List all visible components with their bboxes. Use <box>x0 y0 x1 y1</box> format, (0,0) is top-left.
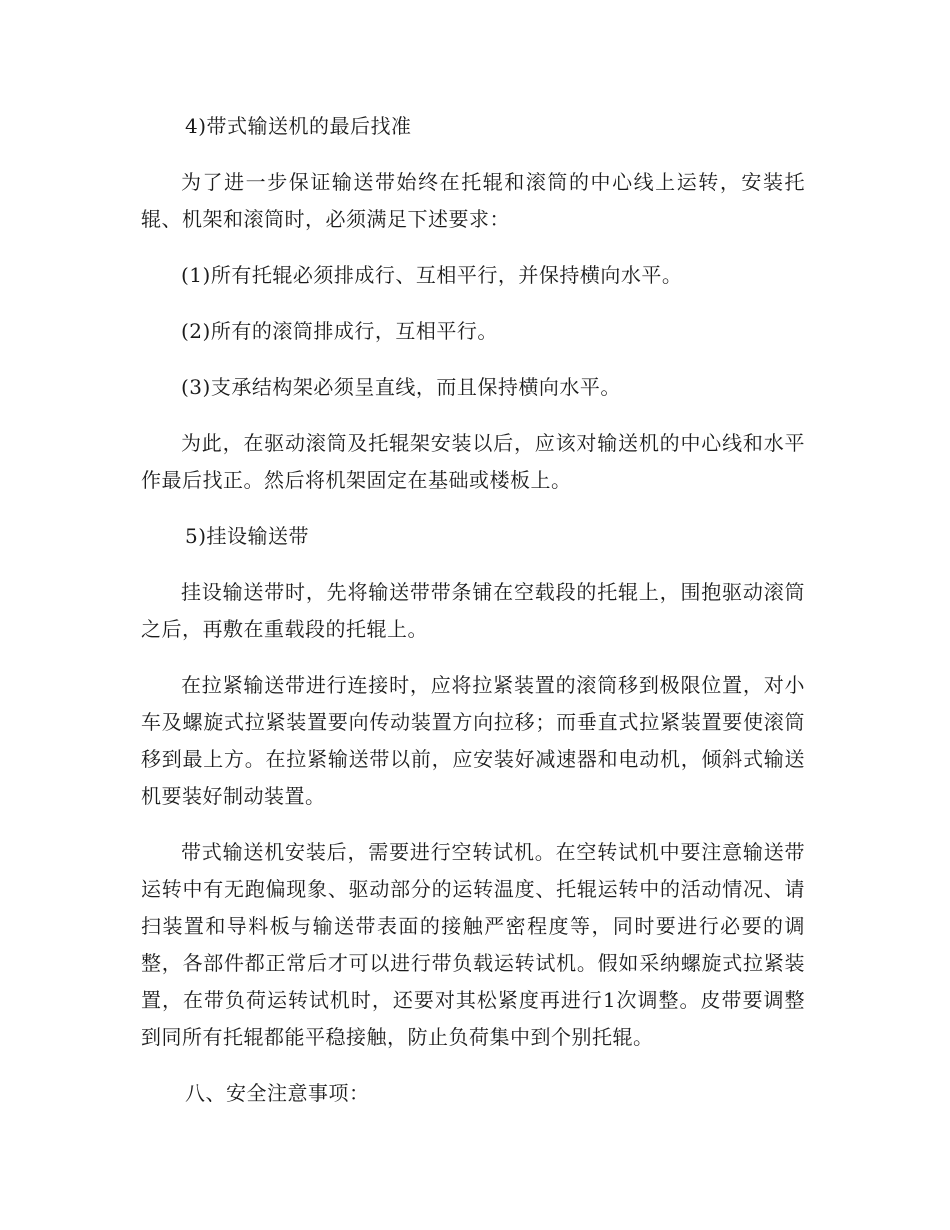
section-heading-hang-belt: 5)挂设输送带 <box>185 524 310 548</box>
document-body <box>141 108 805 1112</box>
paragraph-final-correction: 为此，在驱动滚筒及托辊架安装以后，应该对输送机的中心线和水平作最后找正。然后将机架固定在基础或楼板上。 <box>141 431 805 492</box>
list-item-3: (3)支承结构架必须呈直线，而且保持横向水平。 <box>181 375 621 399</box>
paragraph-hang-belt: 挂设输送带时，先将输送带带条铺在空载段的托辊上，围抱驱动滚筒之后，再敷在重载段的托辊上。 <box>141 580 805 641</box>
section-heading-final-alignment: 4)带式输送机的最后找准 <box>185 114 412 138</box>
paragraph-test-run: 带式输送机安装后，需要进行空转试机。在空转试机中要注意输送带运转中有无跑偏现象、驱动部分的运转温度、托辊运转中的活动情况、请扫装置和导料板与输送带表面的接触严密程度等，同时要进行必要的调整，各部件都正常后才可以进行带负载运转试机。假如采纳螺旋式拉紧装置，在带负荷运转试机时，还要对其松紧度再进行1次调整。皮带要调整到同所有托辊都能平稳接触，防止负荷集中到个别托辊。 <box>141 840 805 1049</box>
section-heading-safety: 八、安全注意事项： <box>185 1081 370 1105</box>
paragraph-alignment-requirements: 为了进一步保证输送带始终在托辊和滚筒的中心线上运转，安装托辊、机架和滚筒时，必须满足下述要求： <box>141 170 805 231</box>
list-item-2: (2)所有的滚筒排成行，互相平行。 <box>181 319 498 343</box>
list-item-1: (1)所有托辊必须排成行、互相平行，并保持横向水平。 <box>181 263 683 287</box>
paragraph-tensioning: 在拉紧输送带进行连接时，应将拉紧装置的滚筒移到极限位置，对小车及螺旋式拉紧装置要向传动装置方向拉移；而垂直式拉紧装置要使滚筒移到最上方。在拉紧输送带以前，应安装好减速器和电动机，倾斜式输送机要装好制动装置。 <box>141 673 805 808</box>
